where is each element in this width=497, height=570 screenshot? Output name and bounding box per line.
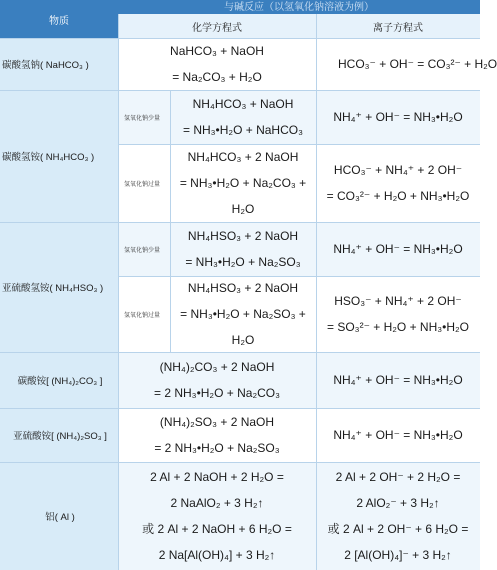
row-nh42so3-chemical xyxy=(118,408,316,462)
row-al-name xyxy=(0,462,118,570)
header-chemical-label: 化学方程式 xyxy=(192,22,242,34)
row-name-label: 碳酸氢铵( NH₄HCO₃ ) xyxy=(2,152,95,163)
condition-label: 氢氧化钠少量 xyxy=(124,247,161,254)
row-nh4hso3-chemical-b xyxy=(170,276,316,352)
ionic-line: = SO₃²⁻ + H₂O + NH₃•H₂O xyxy=(327,320,469,334)
row-divider xyxy=(0,408,480,409)
chemical-line: = NH₃•H₂O + Na₂SO₃ + xyxy=(180,307,306,321)
chemical-line: NH₄HCO₃ + 2 NaOH xyxy=(187,150,299,164)
row-nh4hco3-name xyxy=(0,90,118,222)
chemical-line: NaHCO₃ + NaOH xyxy=(170,44,264,58)
header-ionic xyxy=(316,14,480,38)
chemical-line: (NH₄)₂SO₃ + 2 NaOH xyxy=(159,415,275,429)
chemical-line: 2 Al + 2 NaOH + 2 H₂O = xyxy=(150,470,284,484)
row-nh4hso3-name xyxy=(0,222,118,352)
row-nh4hso3-ionic-b xyxy=(316,276,480,352)
chemical-line: NH₄HCO₃ + NaOH xyxy=(192,97,294,111)
chemical-line: 2 NaAlO₂ + 3 H₂↑ xyxy=(170,496,264,510)
chemical-line: NH₄HSO₃ + 2 NaOH xyxy=(187,229,299,243)
ionic-line: HCO₃⁻ + NH₄⁺ + 2 OH⁻ xyxy=(333,163,463,177)
chemical-line: 或 2 Al + 2 NaOH + 6 H₂O = xyxy=(142,522,292,536)
header-ionic-label: 离子方程式 xyxy=(373,22,423,34)
row-nh42so3-ionic xyxy=(316,408,480,462)
chemical-line: 2 Na[Al(OH)₄] + 3 H₂↑ xyxy=(158,548,276,562)
row-name-label: 亚硫酸铵[ (NH₄)₂SO₃ ] xyxy=(13,431,107,442)
row-nh4hco3-ionic-a xyxy=(316,90,480,144)
row-divider xyxy=(0,90,480,91)
row-al-chemical xyxy=(118,462,316,570)
chemical-line: = NH₃•H₂O + Na₂CO₃ + xyxy=(179,176,307,190)
row-name-label: 亚硫酸氢铵( NH₄HSO₃ ) xyxy=(2,283,104,294)
row-nh4hco3-cond-b xyxy=(118,144,170,222)
cond-divider xyxy=(170,90,171,352)
row-divider xyxy=(0,462,480,463)
row-nh4hso3-cond-b xyxy=(118,276,170,352)
ionic-line: HSO₃⁻ + NH₄⁺ + 2 OH⁻ xyxy=(334,294,462,308)
chemical-line: = 2 NH₃•H₂O + Na₂SO₃ xyxy=(154,441,280,455)
ionic-line: 2 [Al(OH)₄]⁻ + 3 H₂↑ xyxy=(344,548,452,562)
chemical-line: = NH₃•H₂O + NaHCO₃ xyxy=(183,123,303,137)
chemical-line: = 2 NH₃•H₂O + Na₂CO₃ xyxy=(154,386,280,400)
ionic-line: 2 Al + 2 OH⁻ + 2 H₂O = xyxy=(335,470,461,484)
row-nh4hco3-chemical-b xyxy=(170,144,316,222)
row-nh42co3-name xyxy=(0,352,118,408)
header-substance xyxy=(0,0,118,38)
row-nahco3-chemical xyxy=(118,38,316,90)
row-name-label: 碳酸氢钠( NaHCO₃ ) xyxy=(2,60,89,71)
row-name-label: 碳酸铵[ (NH₄)₂CO₃ ] xyxy=(17,376,103,387)
ionic-line: HCO₃⁻ + OH⁻ = CO₃²⁻ + H₂O xyxy=(338,57,497,71)
header-substance-label: 物质 xyxy=(49,15,69,27)
row-nh4hco3-cond-a xyxy=(118,90,170,144)
row-nahco3-ionic xyxy=(316,38,497,90)
chemical-line: = NH₃•H₂O + Na₂SO₃ xyxy=(185,255,301,269)
row-nh42so3-name xyxy=(0,408,118,462)
sub-row-divider xyxy=(118,276,480,277)
row-nh42co3-chemical xyxy=(118,352,316,408)
row-nh4hso3-ionic-a xyxy=(316,222,480,276)
header-title-label: 与碱反应（以氢氧化钠溶液为例） xyxy=(224,2,374,13)
header-title xyxy=(118,0,480,14)
row-nahco3-name xyxy=(0,38,118,90)
row-nh4hso3-chemical-a xyxy=(170,222,316,276)
row-divider xyxy=(0,222,480,223)
ionic-line: = CO₃²⁻ + H₂O + NH₃•H₂O xyxy=(326,189,470,203)
chemical-line: (NH₄)₂CO₃ + 2 NaOH xyxy=(159,360,275,374)
row-divider xyxy=(0,352,480,353)
header-chemical xyxy=(118,14,316,38)
chemical-line: H₂O xyxy=(231,202,255,216)
row-nh4hco3-chemical-a xyxy=(170,90,316,144)
col-divider xyxy=(316,14,317,570)
row-nh4hso3-cond-a xyxy=(118,222,170,276)
chemical-line: H₂O xyxy=(231,333,255,347)
ionic-line: NH₄⁺ + OH⁻ = NH₃•H₂O xyxy=(333,428,463,442)
row-nh4hco3-ionic-b xyxy=(316,144,480,222)
col-divider xyxy=(118,14,119,570)
row-nh42co3-ionic xyxy=(316,352,480,408)
ionic-line: NH₄⁺ + OH⁻ = NH₃•H₂O xyxy=(333,110,463,124)
ionic-line: 或 2 Al + 2 OH⁻ + 6 H₂O = xyxy=(327,522,469,536)
condition-label: 氢氧化钠过量 xyxy=(124,312,161,319)
row-divider xyxy=(0,38,480,39)
ionic-line: NH₄⁺ + OH⁻ = NH₃•H₂O xyxy=(333,373,463,387)
condition-label: 氢氧化钠过量 xyxy=(124,181,161,188)
row-al-ionic xyxy=(316,462,480,570)
ionic-line: 2 AlO₂⁻ + 3 H₂↑ xyxy=(356,496,440,510)
condition-label: 氢氧化钠少量 xyxy=(124,115,161,122)
chemical-line: NH₄HSO₃ + 2 NaOH xyxy=(187,281,299,295)
sub-row-divider xyxy=(118,144,480,145)
row-name-label: 铝( Al ) xyxy=(45,512,75,523)
chemical-line: = Na₂CO₃ + H₂O xyxy=(172,70,262,84)
ionic-line: NH₄⁺ + OH⁻ = NH₃•H₂O xyxy=(333,242,463,256)
